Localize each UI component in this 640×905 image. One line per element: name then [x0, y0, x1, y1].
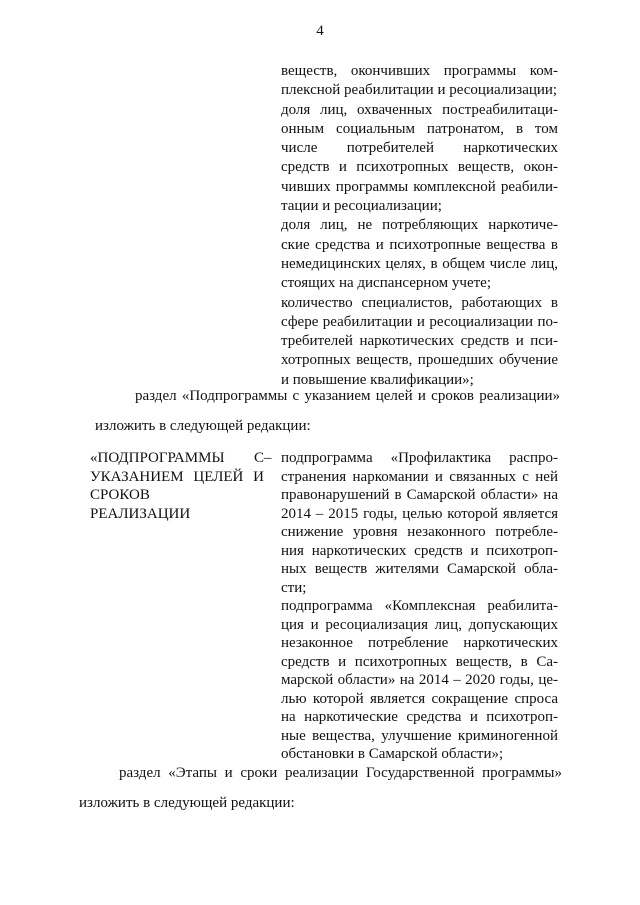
text-line: и повышение квалификации»; — [281, 371, 474, 388]
heading-line: УКАЗАНИЕМ ЦЕЛЕЙ И — [90, 468, 264, 485]
text-line: правонарушений в Самарской области» на — [281, 487, 558, 503]
text-line: снижение уровня незаконного потребле- — [281, 524, 558, 540]
paragraph-section-stages: раздел «Этапы и сроки реализации Государственной программы» — [119, 765, 562, 781]
heading-line: СРОКОВ — [90, 487, 150, 503]
paragraph-section-subprograms-continuation: изложить в следующей редакции: — [95, 418, 311, 434]
page-number: 4 — [316, 23, 324, 39]
paragraph-section-subprograms: раздел «Подпрограммы с указанием целей и сроков реализации» — [135, 388, 560, 404]
right-column-text — [281, 62, 558, 390]
text-line: веществ, окончивших программы ком- — [281, 63, 558, 79]
text-line: странения наркомании и связанных с ней — [281, 468, 558, 485]
text-line: плексной реабилитации и ресоциализации; — [281, 82, 558, 99]
paragraph-section-stages-continuation: изложить в следующей редакции: — [79, 795, 295, 811]
text-line: ные вещества, улучшение криминогенной — [281, 727, 558, 744]
text-line: подпрограмма «Комплексная реабилита- — [281, 598, 558, 614]
table-heading — [90, 449, 264, 523]
text-line: лью которой является сокращение спроса — [281, 690, 558, 707]
text-line: количество специалистов, работающих в — [281, 294, 558, 311]
text-line: сфере реабилитации и ресоциализации по- — [281, 313, 558, 330]
text-line: доля лиц, не потребляющих наркотиче- — [281, 217, 558, 234]
text-line: немедицинских целях, в общем числе лиц, — [281, 255, 558, 272]
heading-line: РЕАЛИЗАЦИИ — [90, 505, 191, 522]
text-line: требителей наркотических средств и пси- — [281, 333, 558, 350]
text-line: стоящих на диспансерном учете; — [281, 275, 491, 292]
text-line: хотропных веществ, прошедших обучение — [281, 352, 558, 369]
text-line: онным социальным патронатом, в том — [281, 120, 558, 137]
table-body-text — [281, 449, 558, 764]
text-line: обстановки в Самарской области»; — [281, 746, 504, 762]
table-dash: – — [264, 450, 272, 466]
text-line: ция и ресоциализация лиц, допускающих — [281, 616, 558, 633]
text-line: средств и психотропных веществ, в Са- — [281, 653, 558, 670]
text-line: тации и ресоциализации; — [281, 198, 442, 215]
text-line: ния наркотических средств и психотроп- — [281, 542, 558, 559]
text-line: числе потребителей наркотических — [281, 140, 558, 157]
text-line: на наркотические средства и психотроп- — [281, 709, 558, 725]
text-line: незаконное потребление наркотических — [281, 635, 558, 651]
text-line: 2014 – 2015 годы, целью которой является — [281, 505, 558, 522]
text-line: подпрограмма «Профилактика распро- — [281, 450, 558, 466]
text-line: доля лиц, охваченных постреабилитаци- — [281, 101, 558, 118]
text-line: ных веществ жителями Самарской обла- — [281, 561, 558, 577]
text-line: ские средства и психотропные вещества в — [281, 236, 558, 253]
heading-line: «ПОДПРОГРАММЫ С — [90, 450, 264, 466]
text-line: чивших программы комплексной реабили- — [281, 178, 558, 195]
text-line: марской области» на 2014 – 2020 годы, це- — [281, 672, 558, 688]
text-line: сти; — [281, 579, 307, 596]
text-line: средств и психотропных веществ, окон- — [281, 159, 558, 176]
